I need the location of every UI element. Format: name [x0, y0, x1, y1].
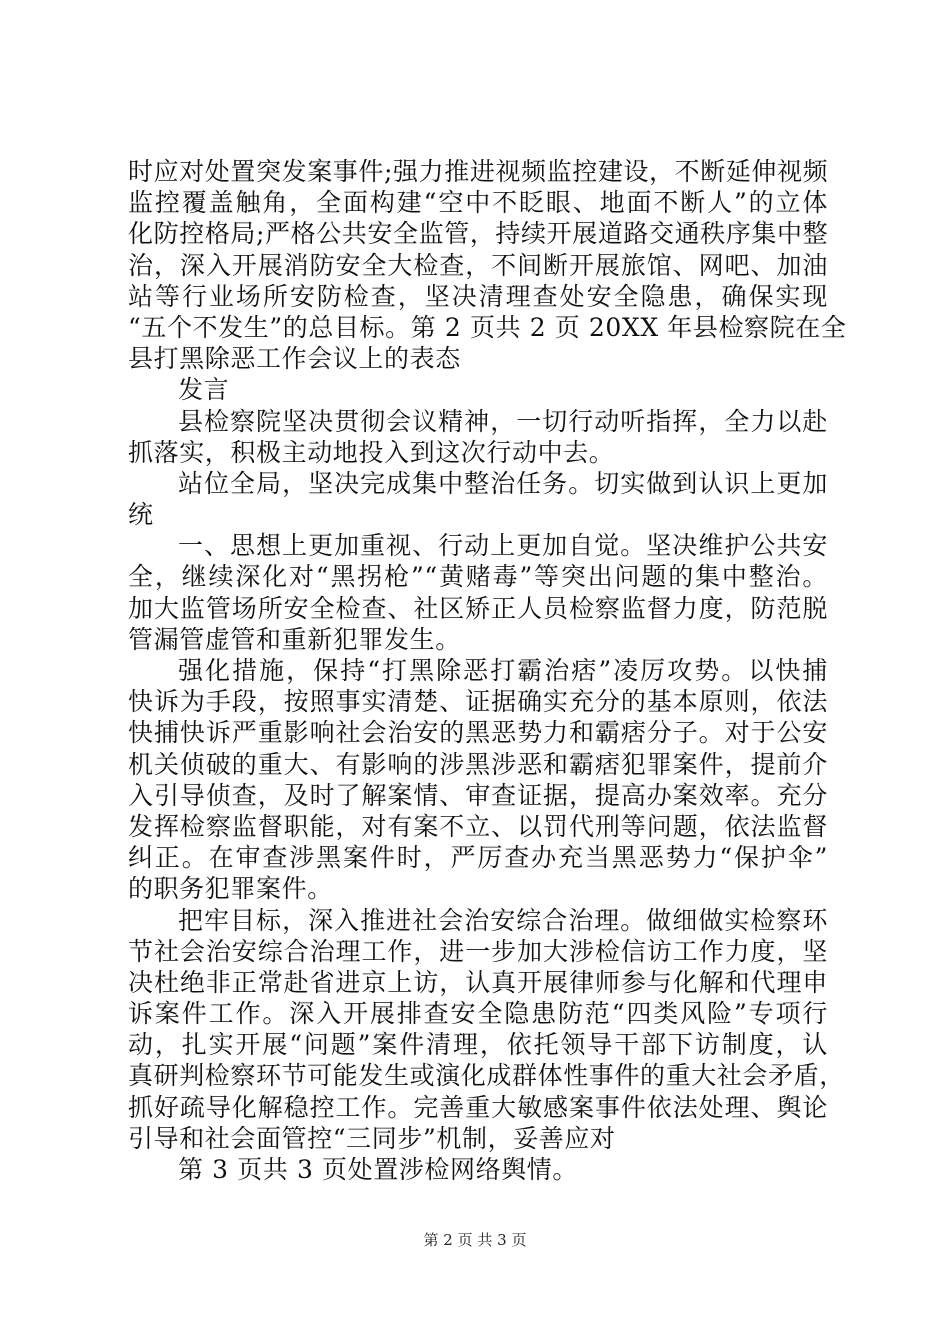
body-line: 诉案件工作。深入开展排查安全隐患防范“四类风险”专项行 — [128, 999, 828, 1029]
body-line: “五个不发生”的总目标。第 2 页共 2 页 20XX 年县检察院在全 — [128, 312, 847, 342]
body-line: 抓落实，积极主动地投入到这次行动中去。 — [128, 437, 615, 467]
body-line: 管漏管虚管和重新犯罪发生。 — [128, 624, 461, 654]
body-line: 抓好疏导化解稳控工作。完善重大敏感案事件依法处理、舆论 — [128, 1092, 828, 1122]
paragraph-first-line: 一、思想上更加重视、行动上更加自觉。坚决维护公共安 — [178, 531, 828, 561]
body-line: 快诉为手段，按照事实清楚、证据确实充分的基本原则，依法 — [128, 687, 828, 717]
document-body — [128, 156, 847, 1185]
body-line: 发言 — [178, 375, 230, 405]
paragraph-first-line: 县检察院坚决贯彻会议精神，一切行动听指挥，全力以赴 — [178, 406, 828, 436]
body-line: 统 — [128, 500, 154, 530]
body-line: 纠正。在审查涉黑案件时，严厉查办充当黑恶势力“保护伞” — [128, 843, 828, 873]
body-line: 加大监管场所安全检查、社区矫正人员检察监督力度，防范脱 — [128, 593, 828, 623]
body-line: 动，扎实开展“问题”案件清理，依托领导干部下访制度，认 — [128, 1030, 828, 1060]
paragraph-first-line: 第 3 页共 3 页处置涉检网络舆情。 — [178, 1155, 578, 1184]
body-line: 引导和社会面管控“三同步”机制，妥善应对 — [128, 1123, 616, 1153]
body-line: 治，深入开展消防安全大检查，不间断开展旅馆、网吧、加油 — [128, 250, 828, 280]
page-number-footer: 第 2 页 共 3 页 — [423, 1231, 527, 1249]
body-line: 快捕快诉严重影响社会治安的黑恶势力和霸痞分子。对于公安 — [128, 718, 828, 748]
body-line: 机关侦破的重大、有影响的涉黑涉恶和霸痞犯罪案件，提前介 — [128, 749, 828, 779]
body-line: 发挥检察监督职能，对有案不立、以罚代刑等问题，依法监督 — [128, 811, 828, 841]
body-line: 入引导侦查，及时了解案情、审查证据，提高办案效率。充分 — [128, 780, 828, 810]
body-line: 站等行业场所安防检查，坚决清理查处安全隐患，确保实现 — [128, 281, 828, 311]
body-line: 化防控格局;严格公共安全监管，持续开展道路交通秩序集中整 — [128, 219, 829, 249]
body-line: 节社会治安综合治理工作，进一步加大涉检信访工作力度，坚 — [128, 936, 828, 966]
paragraph-first-line: 强化措施，保持“打黑除恶打霸治痞”凌厉攻势。以快捕 — [178, 656, 828, 685]
body-line: 县打黑除恶工作会议上的表态 — [128, 344, 461, 374]
body-line: 的职务犯罪案件。 — [128, 874, 333, 904]
paragraph-first-line: 把牢目标，深入推进社会治安综合治理。做细做实检察环 — [178, 905, 828, 935]
body-line: 监控覆盖触角，全面构建“空中不眨眼、地面不断人”的立体 — [128, 188, 828, 218]
paragraph-first-line: 站位全局，坚决完成集中整治任务。切实做到认识上更加 — [178, 468, 828, 498]
body-line: 真研判检察环节可能发生或演化成群体性事件的重大社会矛盾， — [128, 1061, 845, 1091]
body-line: 时应对处置突发案事件;强力推进视频监控建设，不断延伸视频 — [128, 157, 829, 186]
body-line: 决杜绝非正常赴省进京上访，认真开展律师参与化解和代理申 — [128, 967, 828, 997]
body-line: 全，继续深化对“黑拐枪”“黄赌毒”等突出问题的集中整治。 — [128, 562, 828, 592]
